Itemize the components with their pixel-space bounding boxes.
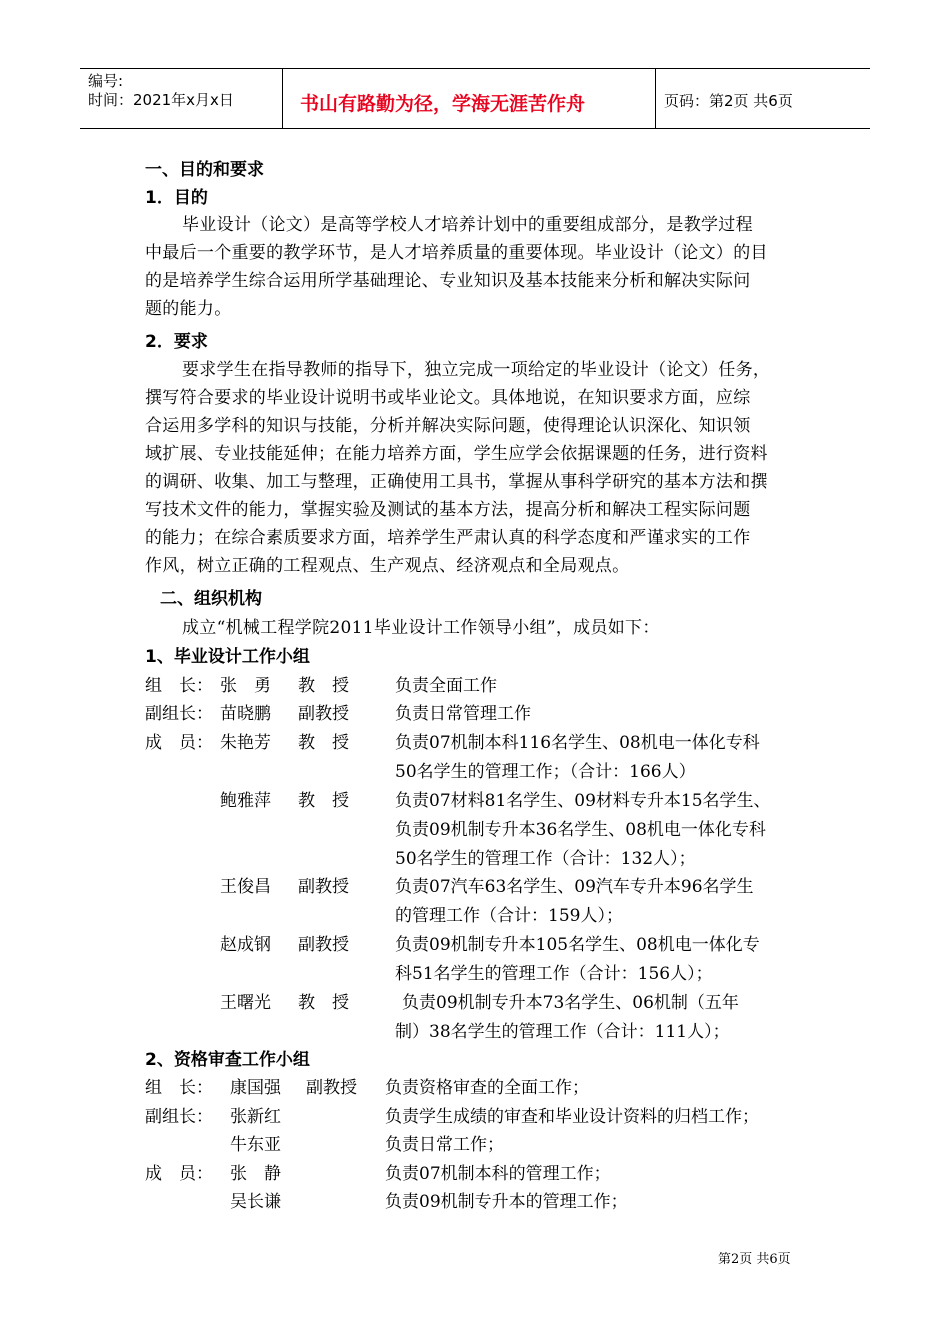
member-name: 张 勇 [220, 676, 271, 696]
page-footer: 第2页 共6页 [718, 1252, 791, 1267]
member-name: 王俊昌 [220, 877, 271, 897]
member-name: 吴长谦 [230, 1192, 281, 1212]
member-duty: 负责全面工作 [395, 676, 497, 696]
member-name: 朱艳芳 [220, 733, 271, 753]
member-duty: 负责07材料81名学生、09材料专升本15名学生、 [395, 791, 771, 811]
section-title: 一、目的和要求 [145, 160, 264, 180]
paragraph-line: 域扩展、专业技能延伸；在能力培养方面，学生应学会依据课题的任务，进行资料 [145, 444, 768, 464]
header-motto: 书山有路勤为径，学海无涯苦作舟 [300, 93, 586, 115]
member-rank: 教 授 [298, 733, 349, 753]
member-duty: 负责07机制本科116名学生、08机电一体化专科 [395, 733, 760, 753]
member-name: 赵成钢 [220, 935, 271, 955]
section-title: 二、组织机构 [160, 589, 262, 609]
subsection-title: 1．目的 [145, 188, 208, 208]
member-duty: 负责日常工作； [385, 1135, 504, 1155]
header-page-label: 页码：第2页 共6页 [664, 92, 793, 110]
paragraph-line: 的能力；在综合素质要求方面，培养学生严肃认真的科学态度和严谨求实的工作 [145, 528, 751, 548]
member-duty: 负责07汽车63名学生、09汽车专升本96名学生 [395, 877, 754, 897]
header-divider [282, 68, 283, 129]
member-role: 组 长： [145, 676, 213, 696]
member-name: 牛东亚 [230, 1135, 281, 1155]
member-duty: 50名学生的管理工作；（合计：166人） [395, 762, 696, 782]
member-duty: 负责09机制专升本36名学生、08机电一体化专科 [395, 820, 766, 840]
intro-line: 成立“机械工程学院2011毕业设计工作领导小组”，成员如下： [182, 618, 660, 638]
member-name: 张 静 [230, 1164, 281, 1184]
paragraph-line: 撰写符合要求的毕业设计说明书或毕业论文。具体地说，在知识要求方面，应综 [145, 388, 751, 408]
paragraph-line: 的是培养学生综合运用所学基础理论、专业知识及基本技能来分析和解决实际问 [145, 271, 751, 291]
member-rank: 教 授 [298, 676, 349, 696]
group-title: 2、资格审查工作小组 [145, 1050, 310, 1070]
member-role: 副组长： [145, 704, 213, 724]
member-name: 张新红 [230, 1107, 281, 1127]
member-duty: 负责07机制本科的管理工作； [385, 1164, 611, 1184]
paragraph-line: 中最后一个重要的教学环节，是人才培养质量的重要体现。毕业设计（论文）的目 [145, 243, 768, 263]
member-duty: 负责09机制专升本105名学生、08机电一体化专 [395, 935, 760, 955]
subsection-title: 2．要求 [145, 332, 208, 352]
header-bottom-rule [80, 128, 870, 129]
member-duty: 的管理工作（合计：159人）； [395, 906, 623, 926]
member-rank: 教 授 [298, 993, 349, 1013]
member-duty: 负责09机制专升本的管理工作； [385, 1192, 628, 1212]
member-role: 成 员： [145, 1164, 213, 1184]
member-duty: 负责日常管理工作 [395, 704, 531, 724]
member-name: 康国强 [230, 1078, 281, 1098]
paragraph-line: 写技术文件的能力，掌握实验及测试的基本方法，提高分析和解决工程实际问题 [145, 500, 751, 520]
paragraph-line: 毕业设计（论文）是高等学校人才培养计划中的重要组成部分，是教学过程 [182, 215, 753, 235]
member-rank: 副教授 [298, 935, 349, 955]
member-duty: 科51名学生的管理工作（合计：156人）； [395, 964, 713, 984]
group-title: 1、毕业设计工作小组 [145, 647, 310, 667]
doc-number-label: 编号: [88, 72, 124, 90]
member-duty: 制）38名学生的管理工作（合计：111人）； [395, 1022, 730, 1042]
member-role: 组 长： [145, 1078, 213, 1098]
member-role: 副组长： [145, 1107, 213, 1127]
member-rank: 教 授 [298, 791, 349, 811]
paragraph-line: 题的能力。 [145, 299, 232, 319]
member-rank: 副教授 [298, 704, 349, 724]
member-role: 成 员： [145, 733, 213, 753]
member-duty: 负责资格审查的全面工作； [385, 1078, 589, 1098]
member-rank: 副教授 [298, 877, 349, 897]
member-name: 鲍雅萍 [220, 791, 271, 811]
member-duty: 50名学生的管理工作（合计：132人）； [395, 849, 696, 869]
paragraph-line: 的调研、收集、加工与整理，正确使用工具书，掌握从事科学研究的基本方法和撰 [145, 472, 768, 492]
paragraph-line: 合运用多学科的知识与技能，分析并解决实际问题，使得理论认识深化、知识领 [145, 416, 751, 436]
paragraph-line: 要求学生在指导教师的指导下，独立完成一项给定的毕业设计（论文）任务， [182, 360, 771, 380]
doc-date-label: 时间：2021年x月x日 [88, 91, 234, 109]
member-duty: 负责学生成绩的审查和毕业设计资料的归档工作； [385, 1107, 759, 1127]
member-duty: 负责09机制专升本73名学生、06机制（五年 [402, 993, 739, 1013]
header-top-rule [80, 68, 870, 69]
member-name: 苗晓鹏 [220, 704, 271, 724]
header-divider [655, 68, 656, 129]
member-name: 王曙光 [220, 993, 271, 1013]
member-rank: 副教授 [306, 1078, 357, 1098]
paragraph-line: 作风，树立正确的工程观点、生产观点、经济观点和全局观点。 [145, 556, 630, 576]
